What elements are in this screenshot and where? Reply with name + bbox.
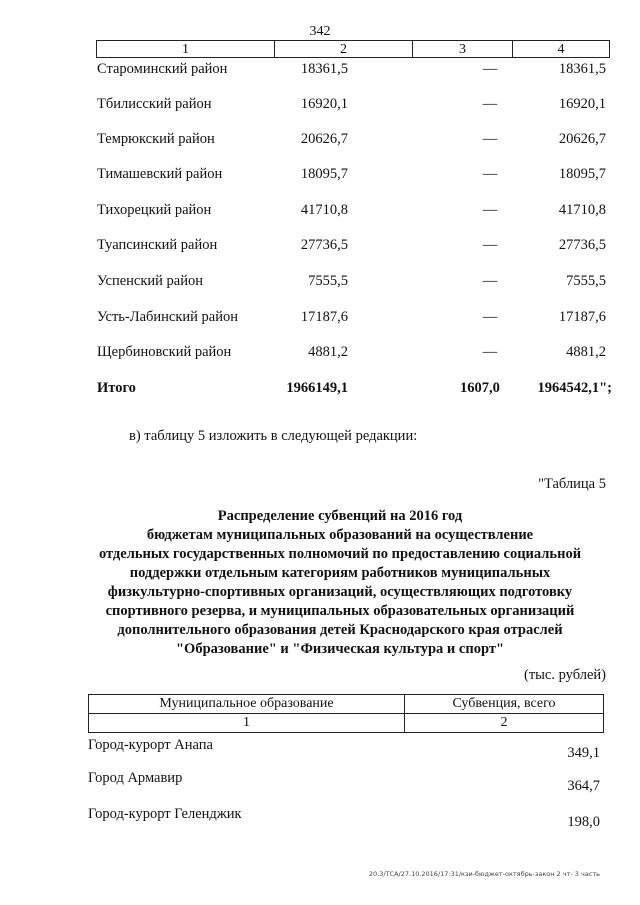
subvention-value: 364,7 <box>567 778 600 794</box>
col2-value: 18361,5 <box>300 61 348 77</box>
col2-value: 27736,5 <box>300 237 348 253</box>
municipality-name: Город Армавир <box>88 770 183 786</box>
col2-value: 7555,5 <box>308 273 348 289</box>
table1-total-row <box>0 380 640 402</box>
municipality-name: Город-курорт Анапа <box>88 737 213 753</box>
table2-row <box>0 737 640 759</box>
title-line: спортивного резерва, и муниципальных образовательных организаций <box>105 603 575 619</box>
col2-value: 41710,8 <box>300 202 348 218</box>
col4-value: 18095,7 <box>558 166 606 182</box>
col3-value: — <box>482 166 498 182</box>
table1-row <box>0 273 640 295</box>
col2-value: 16920,1 <box>300 96 348 112</box>
total-col3: 1607,0 <box>460 380 500 396</box>
total-col2: 1966149,1 <box>286 380 348 396</box>
title-line: дополнительного образования детей Краснодарского края отраслей <box>117 622 563 638</box>
table1-header <box>96 40 610 58</box>
amendment-paragraph: в) таблицу 5 изложить в следующей редакции: <box>129 428 418 444</box>
title-line: физкультурно-спортивных организаций, осуществляющих подготовку <box>107 584 573 600</box>
subvention-value: 349,1 <box>567 745 600 761</box>
district-name: Староминский район <box>97 61 228 77</box>
col3-value: — <box>482 131 498 147</box>
col4-value: 20626,7 <box>558 131 606 147</box>
table2-header-subvention: Субвенция, всего <box>452 696 556 711</box>
title-line: поддержки отдельным категориям работников муниципальных <box>129 565 551 581</box>
table2-header-municipality: Муниципальное образование <box>89 695 405 713</box>
title-line: бюджетам муниципальных образований на осуществление <box>146 527 534 543</box>
table1-row <box>0 166 640 188</box>
col4-value: 18361,5 <box>558 61 606 77</box>
total-col4: 1964542,1"; <box>537 380 612 396</box>
col2-value: 17187,6 <box>300 309 348 325</box>
col3-value: — <box>482 96 498 112</box>
col2-value: 4881,2 <box>308 344 348 360</box>
col3-value: — <box>482 202 498 218</box>
district-name: Успенский район <box>97 273 203 289</box>
district-name: Темрюкский район <box>97 131 215 147</box>
municipality-name: Город-курорт Геленджик <box>88 806 242 822</box>
table2-header-num2: 2 <box>500 715 508 730</box>
col4-value: 16920,1 <box>558 96 606 112</box>
table1-row <box>0 61 640 83</box>
table1-header-col2: 2 <box>275 41 413 57</box>
col3-value: — <box>482 309 498 325</box>
col4-value: 41710,8 <box>558 202 606 218</box>
table2-row <box>0 806 640 828</box>
title-line: Распределение субвенций на 2016 год <box>217 508 463 524</box>
table2-row <box>0 770 640 792</box>
page-number: 342 <box>309 24 331 39</box>
table-label: "Таблица 5 <box>538 476 606 492</box>
table1-row <box>0 131 640 153</box>
col3-value: — <box>482 61 498 77</box>
col2-value: 20626,7 <box>300 131 348 147</box>
units-label: (тыс. рублей) <box>524 667 606 683</box>
table1-header-col3: 3 <box>413 41 513 57</box>
table1-header-col4: 4 <box>513 41 610 57</box>
district-name: Тбилисский район <box>97 96 212 112</box>
table1-row <box>0 202 640 224</box>
col4-value: 7555,5 <box>566 273 606 289</box>
district-name: Усть-Лабинский район <box>97 309 238 325</box>
table1-row <box>0 237 640 259</box>
district-name: Щербиновский район <box>97 344 232 360</box>
title-line: "Образование" и "Физическая культура и спорт" <box>176 641 504 657</box>
col4-value: 17187,6 <box>558 309 606 325</box>
table2-header-num1: 1 <box>89 714 405 732</box>
title-line: отдельных государственных полномочий по предоставлению социальной <box>98 546 582 562</box>
col3-value: — <box>482 273 498 289</box>
table2-header <box>88 694 604 733</box>
col3-value: — <box>482 237 498 253</box>
col2-value: 18095,7 <box>300 166 348 182</box>
table1-row <box>0 96 640 118</box>
district-name: Туапсинский район <box>97 237 218 253</box>
table-title <box>60 507 620 659</box>
total-label: Итого <box>97 380 136 396</box>
col3-value: — <box>482 344 498 360</box>
table1-row <box>0 309 640 331</box>
col4-value: 27736,5 <box>558 237 606 253</box>
subvention-value: 198,0 <box>567 814 600 830</box>
table1-row <box>0 344 640 366</box>
district-name: Тимашевский район <box>97 166 223 182</box>
document-footer: 20.3/ТСА/27.10.2016/17:31/кзи-бюджет-октябрь-закон 2 чт- 3 часть <box>368 870 600 878</box>
col4-value: 4881,2 <box>566 344 606 360</box>
table1-header-col1: 1 <box>97 41 275 57</box>
district-name: Тихорецкий район <box>97 202 212 218</box>
